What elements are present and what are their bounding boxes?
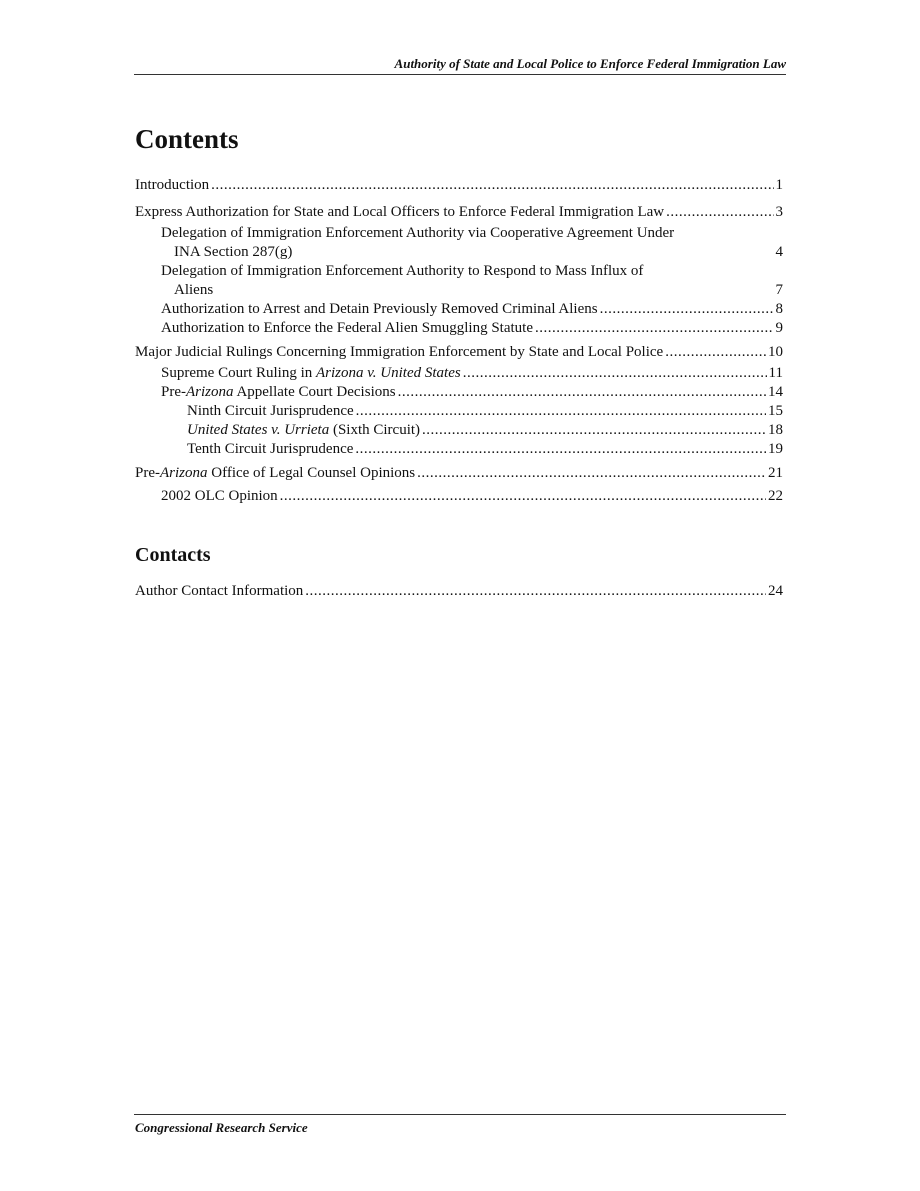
toc-leader-dots xyxy=(463,364,767,383)
toc-leader-dots xyxy=(211,176,773,195)
toc-leader-dots xyxy=(356,402,766,421)
toc-entry-title: Pre-Arizona Appellate Court Decisions xyxy=(161,384,396,400)
toc-page-number: 9 xyxy=(775,320,783,336)
toc-entry-introduction[interactable] xyxy=(135,176,783,195)
toc-leader-dots xyxy=(422,421,766,440)
toc-page-number: 3 xyxy=(775,204,783,220)
toc-page-number: 7 xyxy=(775,282,783,298)
toc-leader-dots xyxy=(535,319,773,338)
toc-entry-title: Major Judicial Rulings Concerning Immigration Enforcement by State and Local Police xyxy=(135,344,664,360)
toc-entry-express-authorization[interactable] xyxy=(135,203,783,222)
toc-entry-title: Pre-Arizona Office of Legal Counsel Opinions xyxy=(135,465,416,481)
toc-entry-title-line2: Aliens xyxy=(174,282,214,298)
contacts-toc xyxy=(135,582,783,601)
toc-page-number: 15 xyxy=(768,403,783,419)
toc-leader-dots xyxy=(305,582,766,601)
toc-page-number: 22 xyxy=(768,488,783,504)
toc-entry-title-line2: INA Section 287(g) xyxy=(174,244,293,260)
toc-leader-dots xyxy=(600,300,774,319)
toc-entry-title: Authorization to Arrest and Detain Previously Removed Criminal Aliens xyxy=(161,301,598,317)
toc-entry-supreme-court-ruling[interactable] xyxy=(135,364,783,383)
toc-page-number: 4 xyxy=(775,244,783,260)
toc-entry-tenth-circuit[interactable] xyxy=(135,440,783,459)
toc-entry-title: Supreme Court Ruling in Arizona v. United States xyxy=(161,365,461,381)
toc-entry-title: Authorization to Enforce the Federal Alien Smuggling Statute xyxy=(161,320,534,336)
toc-entry-287g-delegation[interactable] xyxy=(135,224,783,262)
toc-entry-pre-arizona-appellate[interactable] xyxy=(135,383,783,402)
running-header: Authority of State and Local Police to Enforce Federal Immigration Law xyxy=(394,56,786,71)
toc-leader-dots xyxy=(398,383,766,402)
toc-entry-title-line1: Delegation of Immigration Enforcement Authority via Cooperative Agreement Under xyxy=(161,225,675,241)
contents-toc xyxy=(135,176,783,506)
toc-leader-dots xyxy=(417,464,766,483)
toc-page-number: 1 xyxy=(775,177,783,193)
header-rule xyxy=(134,74,786,75)
toc-entry-title: Introduction xyxy=(135,177,210,193)
toc-entry-olc-opinions[interactable] xyxy=(135,464,783,483)
toc-page-number: 8 xyxy=(775,301,783,317)
toc-entry-mass-influx[interactable] xyxy=(135,262,783,300)
toc-page-number: 10 xyxy=(768,344,783,360)
toc-page-number: 18 xyxy=(768,422,783,438)
toc-leader-dots xyxy=(665,343,766,362)
toc-page-number: 21 xyxy=(768,465,783,481)
toc-leader-dots xyxy=(666,203,773,222)
toc-entry-ninth-circuit[interactable] xyxy=(135,402,783,421)
toc-page-number: 11 xyxy=(768,365,783,381)
toc-entry-title: 2002 OLC Opinion xyxy=(161,488,278,504)
toc-entry-author-contact[interactable] xyxy=(135,582,783,601)
toc-page-number: 19 xyxy=(768,441,783,457)
footer-text: Congressional Research Service xyxy=(135,1120,308,1135)
contacts-heading: Contacts xyxy=(135,544,211,566)
toc-leader-dots xyxy=(355,440,766,459)
toc-entry-title: Tenth Circuit Jurisprudence xyxy=(187,441,354,457)
toc-leader-dots xyxy=(280,487,766,506)
toc-entry-title: Ninth Circuit Jurisprudence xyxy=(187,403,354,419)
contents-heading: Contents xyxy=(135,124,239,154)
toc-entry-major-judicial-rulings[interactable] xyxy=(135,343,783,362)
toc-entry-title: United States v. Urrieta (Sixth Circuit) xyxy=(187,422,421,438)
toc-page-number: 24 xyxy=(768,583,783,599)
toc-entry-removed-criminal-aliens[interactable] xyxy=(135,300,783,319)
toc-entry-title: Author Contact Information xyxy=(135,583,304,599)
toc-page-number: 14 xyxy=(768,384,783,400)
toc-entry-title: Express Authorization for State and Local Officers to Enforce Federal Immigration Law xyxy=(135,204,665,220)
toc-entry-2002-olc-opinion[interactable] xyxy=(135,487,783,506)
footer-rule xyxy=(134,1114,786,1115)
toc-entry-title-line1: Delegation of Immigration Enforcement Authority to Respond to Mass Influx of xyxy=(161,263,644,279)
toc-entry-alien-smuggling[interactable] xyxy=(135,319,783,338)
toc-entry-urrieta[interactable] xyxy=(135,421,783,440)
